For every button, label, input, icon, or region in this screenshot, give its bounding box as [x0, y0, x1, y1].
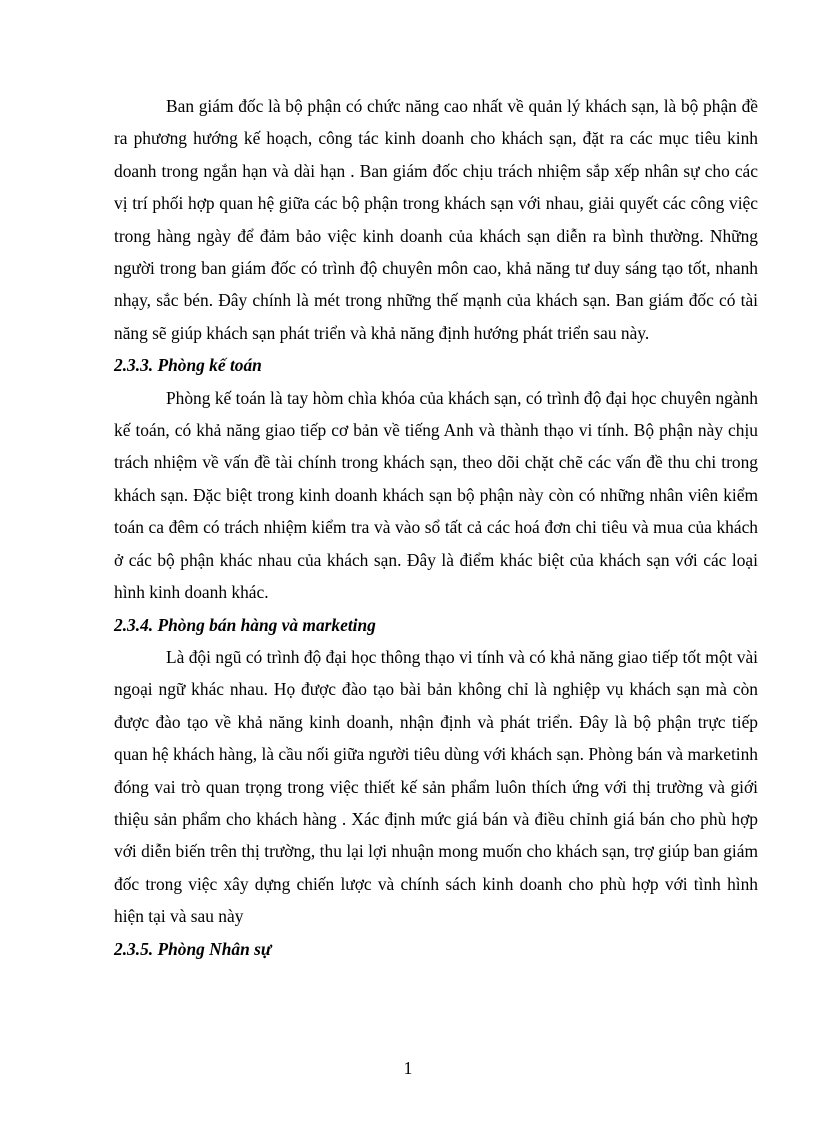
paragraph-sales-marketing: Là đội ngũ có trình độ đại học thông thạo vi tính và có khả năng giao tiếp tốt một vài ngoại ngữ khác nhau. Họ được đào tạo bài bản không chỉ là nghiệp vụ khách sạn mà còn được đào tạo về khả năng kinh doanh, nhận định và phát triển. Đây là bộ phận trực tiếp quan hệ khách hàng, là cầu nối giữa người tiêu dùng với khách sạn. Phòng bán và marketinh đóng vai trò quan trọng trong việc thiết kế sản phẩm luôn thích ứng với thị trường và giới thiệu sản phẩm cho khách hàng . Xác định mức giá bán và điều chỉnh giá bán cho phù hợp với diễn biến trên thị trường, thu lại lợi nhuận mong muốn cho khách sạn, trợ giúp ban giám đốc trong việc xây dựng chiến lược và chính sách kinh doanh cho phù hợp với tình hình hiện tại và sau này — [114, 646, 758, 927]
heading-human-resources: 2.3.5. Phòng Nhân sự — [114, 938, 272, 959]
document-body — [114, 90, 758, 965]
paragraph-accounting: Phòng kế toán là tay hòm chìa khóa của khách sạn, có trình độ đại học chuyên ngành kế toán, có khả năng giao tiếp cơ bản về tiếng Anh và thành thạo vi tính. Bộ phận này chịu trách nhiệm về vấn đề tài chính trong khách sạn, theo dõi chặt chẽ các vấn đề thu chi trong khách sạn. Đặc biệt trong kinh doanh khách sạn bộ phận này còn có những nhân viên kiểm toán ca đêm có trách nhiệm kiểm tra và vào sổ tất cả các hoá đơn chi tiêu và mua của khách ở các bộ phận khác nhau của khách sạn. Đây là điểm khác biệt của khách sạn với các loại hình kinh doanh khác. — [114, 387, 758, 603]
paragraph-board-of-directors: Ban giám đốc là bộ phận có chức năng cao nhất về quản lý khách sạn, là bộ phận đề ra phương hướng kế hoạch, công tác kinh doanh cho khách sạn, đặt ra các mục tiêu kinh doanh trong ngắn hạn và dài hạn . Ban giám đốc chịu trách nhiệm sắp xếp nhân sự cho các vị trí phối hợp quan hệ giữa các bộ phận trong khách sạn với nhau, giải quyết các công việc trong hàng ngày để đảm bảo việc kinh doanh của khách sạn diễn ra bình thường. Những người trong ban giám đốc có trình độ chuyên môn cao, khả năng tư duy sáng tạo tốt, nhanh nhạy, sắc bén. Đây chính là mét trong những thế mạnh của khách sạn. Ban giám đốc có tài năng sẽ giúp khách sạn phát triển và khả năng định hướng phát triển sau này. — [114, 96, 758, 343]
page-number: 1 — [403, 1058, 413, 1078]
heading-accounting: 2.3.3. Phòng kế toán — [114, 355, 262, 376]
heading-sales-marketing: 2.3.4. Phòng bán hàng và marketing — [114, 614, 376, 635]
